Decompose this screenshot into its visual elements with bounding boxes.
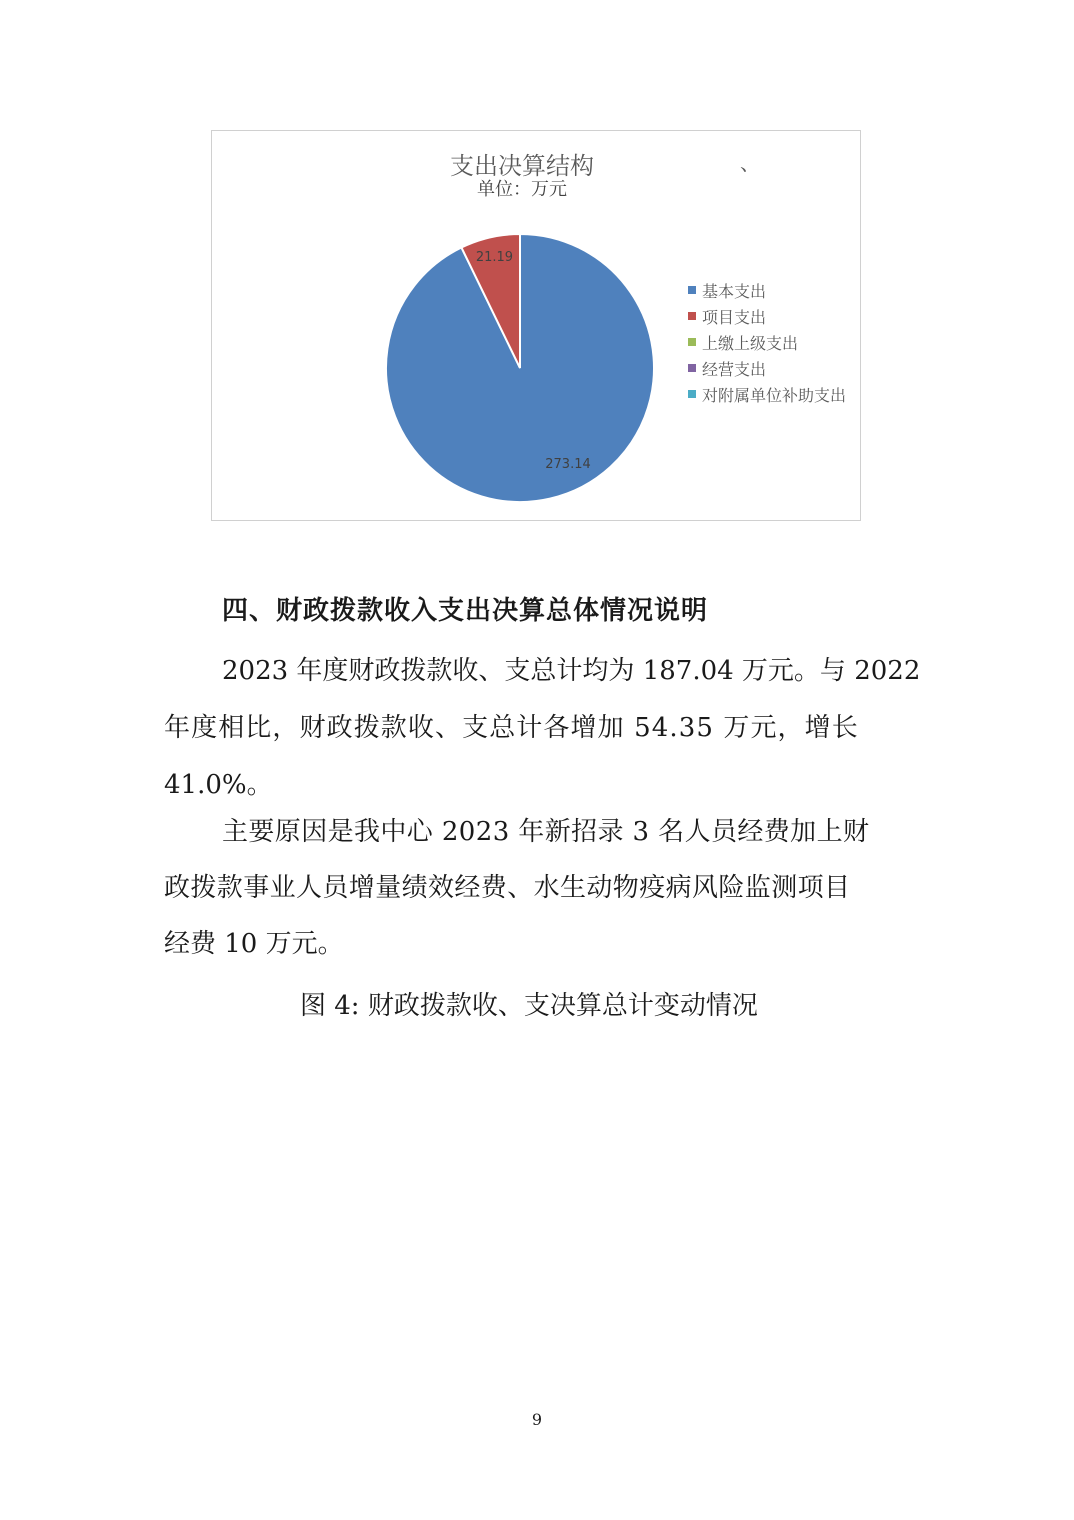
legend-swatch xyxy=(688,364,696,372)
expenditure-structure-chart xyxy=(211,130,861,521)
legend-label: 项目支出 xyxy=(702,307,767,327)
legend-swatch xyxy=(688,312,696,320)
chart-legend xyxy=(688,277,846,407)
legend-item xyxy=(688,303,846,329)
pie-data-label-1: 273.14 xyxy=(545,457,591,472)
legend-item xyxy=(688,355,846,381)
chart-title: 支出决算结构 xyxy=(450,152,594,180)
figure-caption: 图 4: 财政拨款收、支决算总计变动情况 xyxy=(300,991,758,1021)
legend-label: 基本支出 xyxy=(702,281,767,301)
legend-label: 上缴上级支出 xyxy=(702,333,799,353)
legend-swatch xyxy=(688,390,696,398)
legend-label: 对附属单位补助支出 xyxy=(702,385,847,405)
paragraph2-line3: 经费 10 万元。 xyxy=(164,929,344,959)
chart-mark: 、 xyxy=(740,151,760,175)
pie-data-label-2: 21.19 xyxy=(475,250,514,266)
chart-subtitle: 单位：万元 xyxy=(477,179,567,200)
legend-swatch xyxy=(688,286,696,294)
paragraph1-line3: 41.0%。 xyxy=(164,770,273,800)
legend-item xyxy=(688,381,846,407)
legend-item xyxy=(688,329,846,355)
page-number: 9 xyxy=(531,1410,543,1429)
paragraph1-line2: 年度相比，财政拨款收、支总计各增加 54.35 万元，增长 xyxy=(164,713,859,743)
section-heading: 四、财政拨款收入支出决算总体情况说明 xyxy=(222,596,709,626)
legend-item xyxy=(688,277,846,303)
paragraph2-line2: 政拨款事业人员增量绩效经费、水生动物疫病风险监测项目 xyxy=(164,873,851,903)
legend-swatch xyxy=(688,338,696,346)
paragraph1-line1: 2023 年度财政拨款收、支总计均为 187.04 万元。与 2022 xyxy=(222,656,921,686)
legend-label: 经营支出 xyxy=(702,359,767,379)
paragraph2-line1: 主要原因是我中心 2023 年新招录 3 名人员经费加上财 xyxy=(222,817,870,847)
